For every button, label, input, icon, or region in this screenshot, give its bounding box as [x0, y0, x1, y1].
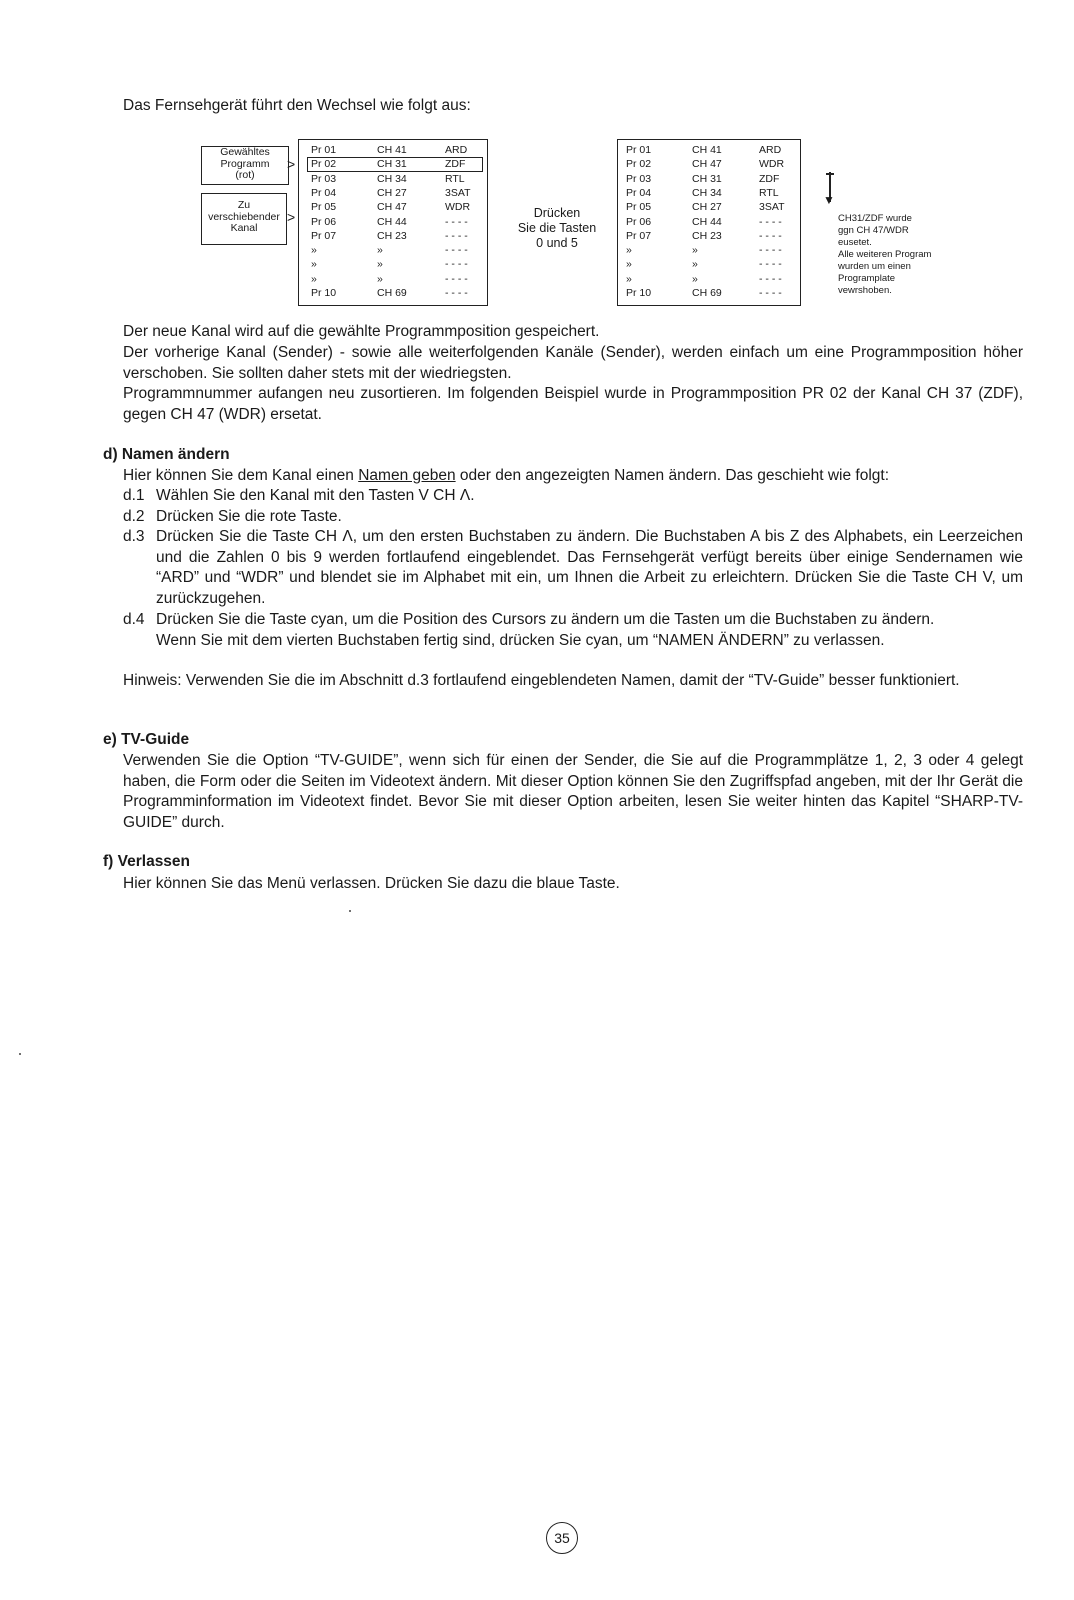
channel-cell: CH 27	[377, 186, 407, 199]
program-cell: Pr 03	[626, 172, 652, 185]
channel-cell: CH 44	[377, 215, 407, 228]
channel-cell: CH 23	[692, 229, 722, 242]
station-cell: - - - -	[759, 258, 782, 271]
program-cell: Pr 05	[626, 201, 652, 214]
program-cell: Pr 02	[311, 158, 337, 171]
section-e-title: e) TV-Guide	[103, 731, 190, 748]
program-cell: Pr 07	[311, 229, 337, 242]
section-f-text: Hier können Sie das Menü verlassen. Drücken Sie dazu die blaue Taste.	[123, 875, 620, 892]
station-cell: - - - -	[445, 215, 468, 228]
station-cell: 3SAT	[445, 186, 471, 199]
paragraph-3: Programmnummer aufangen neu zusortieren. Im folgenden Beispiel wurde in Programmposition PR 02 der Kanal CH 37 (ZDF), gegen CH 47 (WDR) ersetat.	[123, 385, 1023, 423]
channel-cell: CH 41	[377, 144, 407, 156]
step-d3: d.3 Drücken Sie die Taste CH Λ, um den ersten Buchstaben zu ändern. Die Buchstaben A bis Z des Alphabets, ein Leerzeichen und die Zahlen 0 bis 9 werden fortlaufend eingeblendet. Das Fernsehgerät verfügt bereits über einige Sendernamen wie “ARD” und “WDR” und blendet sie im Alphabet mit ein, um Ihnen die Arbeit zu erleichtern. Drücken Sie die Taste CH V, um zurückzugehen.	[123, 528, 1023, 607]
program-cell: Pr 06	[311, 215, 337, 228]
station-cell: WDR	[759, 158, 785, 171]
station-cell: - - - -	[759, 272, 782, 285]
channel-cell: »	[377, 244, 383, 257]
channel-cell: CH 27	[692, 201, 722, 214]
program-cell: »	[311, 272, 317, 285]
hint-text: Hinweis: Verwenden Sie die im Abschnitt d.3 fortlaufend eingeblendeten Namen, damit der “TV-Guide” besser funktioniert.	[123, 672, 960, 689]
channel-cell: CH 23	[377, 229, 407, 242]
channel-cell: CH 31	[692, 172, 722, 185]
label-channel-to-move: Zu verschiebender Kanal	[201, 193, 287, 245]
program-cell: Pr 01	[626, 144, 652, 156]
station-cell: - - - -	[445, 229, 468, 242]
station-cell: - - - -	[445, 258, 468, 271]
channel-cell: CH 69	[377, 287, 407, 299]
program-cell: »	[626, 272, 632, 285]
station-cell: - - - -	[445, 244, 468, 257]
paragraph-1: Der neue Kanal wird auf die gewählte Programmposition gespeichert.	[123, 323, 600, 340]
label-selected-program: Gewähltes Programm (rot)	[201, 146, 289, 185]
channel-table-after	[617, 139, 801, 306]
step-d4: d.4 Drücken Sie die Taste cyan, um die Position des Cursors zu ändern um die Tasten um die Buchstaben zu ändern. Wenn Sie mit dem vierten Buchstaben fertig sind, drücken Sie cyan, um “NAMEN ÄNDERN” zu verlassen.	[123, 611, 935, 649]
intro-text: Das Fernsehgerät führt den Wechsel wie folgt aus:	[123, 97, 471, 114]
station-cell: ZDF	[759, 172, 780, 185]
section-e-text: Verwenden Sie die Option “TV-GUIDE”, wenn sich für einen der Sender, die Sie auf die Programmplätze 1, 2, 3 oder 4 gelegt haben, die Form oder die Seiten im Videotext ändern. Mit dieser Option können Sie den Zugriffspfad angeben, mit der Ihr Gerät die Programminformation im Videotext findet. Bevor Sie mit dieser Option arbeiten, lesen Sie weiter hinten das Kapitel “SHARP-TV-GUIDE” durch.	[123, 752, 1023, 831]
arrow-selected: >	[287, 156, 296, 172]
program-cell: Pr 10	[311, 287, 337, 299]
program-cell: Pr 06	[626, 215, 652, 228]
section-f-title: f) Verlassen	[103, 853, 191, 870]
station-cell: WDR	[445, 201, 471, 214]
program-cell: Pr 07	[626, 229, 652, 242]
paragraph-2: Der vorherige Kanal (Sender) - sowie alle weiterfolgenden Kanäle (Sender), werden einfach um eine Programmposition höher verschoben. Sie sollten daher stets mit der wiedriegsten.	[123, 344, 1023, 382]
station-cell: RTL	[445, 172, 465, 185]
station-cell: ARD	[759, 144, 782, 156]
channel-cell: CH 34	[692, 186, 722, 199]
channel-cell: »	[692, 272, 698, 285]
channel-cell: »	[692, 244, 698, 257]
program-cell: »	[626, 244, 632, 257]
program-cell: Pr 02	[626, 158, 652, 171]
section-d-intro: Hier können Sie dem Kanal einen Namen geben oder den angezeigten Namen ändern. Das geschieht wie folgt:	[123, 467, 890, 484]
station-cell: - - - -	[759, 215, 782, 228]
channel-cell: CH 41	[692, 144, 722, 156]
channel-cell: CH 34	[377, 172, 407, 185]
scan-speck	[349, 910, 351, 912]
channel-table-before	[298, 139, 488, 306]
station-cell: RTL	[759, 186, 779, 199]
page-number: 35	[546, 1522, 578, 1554]
program-cell: Pr 04	[311, 186, 337, 199]
channel-cell: »	[377, 272, 383, 285]
channel-cell: »	[692, 258, 698, 271]
scan-speck	[19, 1053, 21, 1055]
step-d2: d.2 Drücken Sie die rote Taste.	[123, 508, 342, 525]
station-cell: - - - -	[445, 272, 468, 285]
program-cell: »	[311, 244, 317, 257]
instruction-text: Drücken Sie die Tasten 0 und 5	[517, 206, 597, 250]
station-cell: - - - -	[759, 229, 782, 242]
channel-cell: CH 44	[692, 215, 722, 228]
program-cell: Pr 04	[626, 186, 652, 199]
channel-cell: CH 69	[692, 287, 722, 299]
arrow-to-move: >	[287, 209, 296, 225]
program-cell: Pr 05	[311, 201, 337, 214]
down-arrow-icon: ▼	[823, 193, 835, 207]
station-cell: - - - -	[445, 287, 468, 299]
side-note: CH31/ZDF wurde ggn CH 47/WDR eusetet. Alle weiteren Program wurden um einen Programplate vewrshoben.	[838, 213, 932, 296]
channel-cell: CH 47	[692, 158, 722, 171]
section-d-title: d) Namen ändern	[103, 446, 230, 463]
program-cell: »	[626, 258, 632, 271]
program-cell: »	[311, 258, 317, 271]
station-cell: - - - -	[759, 287, 782, 299]
station-cell: - - - -	[759, 244, 782, 257]
program-cell: Pr 10	[626, 287, 652, 299]
step-d1: d.1 Wählen Sie den Kanal mit den Tasten V CH Λ.	[123, 487, 475, 504]
station-cell: 3SAT	[759, 201, 785, 214]
program-cell: Pr 01	[311, 144, 337, 156]
station-cell: ARD	[445, 144, 468, 156]
channel-cell: CH 47	[377, 201, 407, 214]
program-cell: Pr 03	[311, 172, 337, 185]
channel-cell: CH 31	[377, 158, 407, 171]
channel-cell: »	[377, 258, 383, 271]
station-cell: ZDF	[445, 158, 466, 171]
